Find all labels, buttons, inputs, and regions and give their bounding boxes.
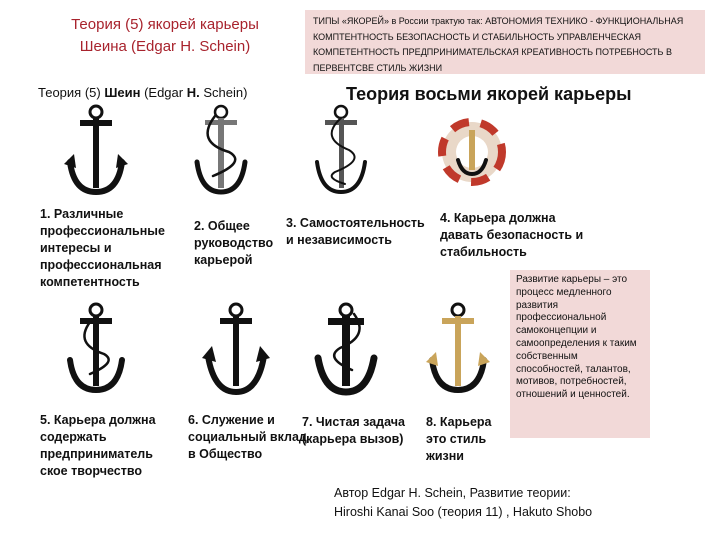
subtitle-part-5: Schein) xyxy=(199,85,248,100)
anchor-types-box: ТИПЫ «ЯКОРЕЙ» в России трактую так: АВТОНОМИЯ ТЕХНИКО - ФУНКЦИОНАЛЬНАЯ КОМПТЕНТНОСТЬ БЕЗОПАСНОСТЬ И СТАБИЛЬНОСТЬ УПРАВЛЕНЧЕСКАЯ КОМПЕТЕНТНОСТЬ ПРЕДПРИНИМАТЕЛЬСКАЯ КРЕАТИВНОСТЬ ПОТРЕБНОСТЬ В ПЕРВЕНТСВЕ СТИЛЬ ЖИЗНИ xyxy=(305,10,705,74)
subtitle-part-4: H. xyxy=(186,85,200,100)
anchor-label-6: 6. Служение и социальный вклад в Общество xyxy=(188,413,307,461)
anchor-label-4: 4. Карьера должна давать безопасность и стабильность xyxy=(440,211,584,259)
anchor-icon-5 xyxy=(60,300,132,400)
anchor-icon-6 xyxy=(200,300,272,400)
lifebuoy-anchor-icon-4 xyxy=(436,100,508,200)
gold-anchor-icon-8 xyxy=(422,300,494,400)
anchor-label-8: 8. Карьера это стиль жизни xyxy=(426,415,492,463)
anchor-label-3: 3. Самостоятельность и независимость xyxy=(286,216,425,247)
author-credit xyxy=(334,484,592,522)
schein-theory-subtitle xyxy=(38,85,247,100)
subtitle-part-1: Теория (5) xyxy=(38,85,105,100)
title-line-2: Шеина (Edgar H. Schein) xyxy=(79,38,251,55)
subtitle-part-3: (Edgar xyxy=(140,85,187,100)
author-line-1: Автор Edgar H. Schein, Развитие теории: xyxy=(334,486,571,500)
slide-title xyxy=(40,14,290,58)
anchor-icon-1 xyxy=(60,102,132,202)
anchor-label-7: 7. Чистая задача (карьера вызов) xyxy=(302,415,405,446)
anchor-label-1: 1. Различные профессиональные интересы и профессиональная компетентность xyxy=(40,207,165,289)
rope-anchor-icon-3 xyxy=(305,102,377,202)
rope-anchor-icon-7 xyxy=(310,300,382,400)
author-line-2: Hiroshi Kanai Soo (теория 11) , Hakuto Shobo xyxy=(334,505,593,519)
anchor-label-5: 5. Карьера должна содержать предприниматель ское творчество xyxy=(40,413,156,478)
rope-anchor-icon-2 xyxy=(185,102,257,202)
subtitle-part-2: Шеин xyxy=(104,85,141,100)
career-development-box: Развитие карьеры – это процесс медленного развития профессиональной самоконцепции и самоопределения к таким собственным способностей, талантов, мотивов, потребностей, отношений и ценностей. xyxy=(510,270,650,438)
anchor-label-2: 2. Общее руководство карьерой xyxy=(194,219,274,267)
eight-anchors-heading: Теория восьми якорей карьеры xyxy=(346,84,632,104)
title-line-1: Теория (5) якорей карьеры xyxy=(71,16,259,33)
